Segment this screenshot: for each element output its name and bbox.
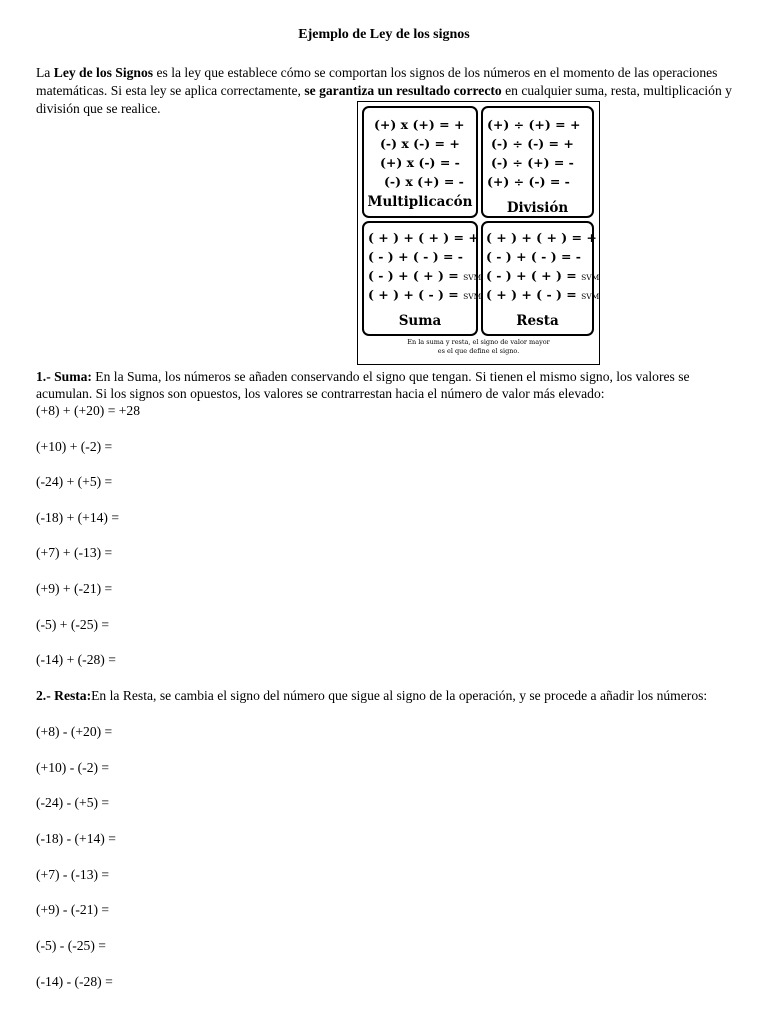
svm-note: SVM (581, 273, 600, 282)
figure-caption (358, 338, 599, 356)
caption-line: En la suma y resta, el signo de valor mayor (407, 338, 550, 346)
rule-text: ( + ) + ( - ) = (486, 287, 582, 302)
page-title: Ejemplo de Ley de los signos (298, 27, 470, 42)
rule: (+) ÷ (+) = + (487, 117, 581, 132)
sign-rules-figure (357, 101, 600, 365)
resta-exercise: (+10) - (-2) = (36, 760, 110, 775)
intro-text-3: en cualquier suma, resta, multiplicación y división que se realice. (36, 83, 732, 116)
resta-heading (36, 687, 736, 704)
suma-exercise: (+8) + (+20) = +28 (36, 403, 141, 418)
rule (483, 268, 600, 283)
rule (364, 287, 482, 302)
panel-label: Resta (516, 313, 559, 329)
suma-heading-text: En la Suma, los números se añaden conservando el signo que tengan. Si tienen el mismo signo, los valores se acumulan. Si los signos son opuestos, los valores se contrarrestan hacia el número de valor más elevado: (36, 369, 690, 401)
panel-multiplicacion (362, 106, 478, 218)
rule: (+) x (-) = - (380, 155, 460, 170)
svm-note: SVM (463, 292, 482, 301)
rule: ( + ) + ( + ) = + (486, 230, 597, 245)
suma-exercise: (-24) + (+5) = (36, 474, 113, 489)
panel-label: División (506, 200, 569, 216)
rule: ( - ) + ( - ) = - (486, 249, 581, 264)
resta-exercise: (+7) - (-13) = (36, 867, 110, 882)
rule: ( - ) + ( - ) = - (368, 249, 463, 264)
rule-text: ( - ) + ( + ) = (368, 268, 464, 283)
suma-exercise: (+7) + (-13) = (36, 545, 113, 560)
rule: (-) x (-) = + (380, 136, 460, 151)
suma-exercise: (+10) + (-2) = (36, 439, 113, 454)
rule: (-) ÷ (+) = - (491, 155, 574, 170)
intro-bold-1: Ley de los Signos (53, 65, 154, 80)
rule: (-) x (+) = - (384, 174, 464, 189)
resta-exercise: (-14) - (-28) = (36, 974, 113, 989)
panel-division (481, 106, 594, 218)
resta-exercise: (-18) - (+14) = (36, 831, 116, 846)
resta-exercise: (+9) - (-21) = (36, 902, 110, 917)
rule: (-) ÷ (-) = + (491, 136, 574, 151)
svm-note: SVM (581, 292, 600, 301)
suma-exercise: (-14) + (-28) = (36, 652, 116, 667)
intro-text-1: La (36, 65, 54, 80)
rule-text: ( - ) + ( + ) = (486, 268, 582, 283)
resta-exercise: (-24) - (+5) = (36, 795, 110, 810)
suma-exercise: (-5) + (-25) = (36, 617, 110, 632)
panel-label: Multiplicacón (367, 194, 473, 210)
suma-exercise: (-18) + (+14) = (36, 510, 120, 525)
panel-resta (481, 221, 600, 336)
panel-suma (362, 221, 482, 336)
suma-exercise: (+9) + (-21) = (36, 581, 113, 596)
suma-heading-bold: 1.- Suma: (36, 369, 92, 384)
resta-exercise: (+8) - (+20) = (36, 724, 113, 739)
rule: ( + ) + ( + ) = + (368, 230, 479, 245)
intro-text-2: es la ley que establece cómo se comportan los signos de los números en el momento de las operaciones matemáticas. Si esta ley se aplica correctamente, (36, 65, 718, 98)
resta-exercise: (-5) - (-25) = (36, 938, 106, 953)
rule (483, 287, 600, 302)
panel-label: Suma (398, 313, 442, 329)
rule: (+) x (+) = + (374, 117, 465, 132)
rule (364, 268, 482, 283)
intro-bold-2: se garantiza un resultado correcto (304, 83, 502, 98)
resta-heading-text: En la Resta, se cambia el signo del número que sigue al signo de la operación, y se procede a añadir los números: (91, 688, 708, 703)
resta-heading-bold: 2.- Resta: (36, 688, 92, 703)
rule: (+) ÷ (-) = - (487, 174, 570, 189)
caption-line: es el que define el signo. (437, 347, 520, 355)
svm-note: SVM (463, 273, 482, 282)
rule-text: ( + ) + ( - ) = (368, 287, 464, 302)
suma-heading (36, 368, 736, 402)
